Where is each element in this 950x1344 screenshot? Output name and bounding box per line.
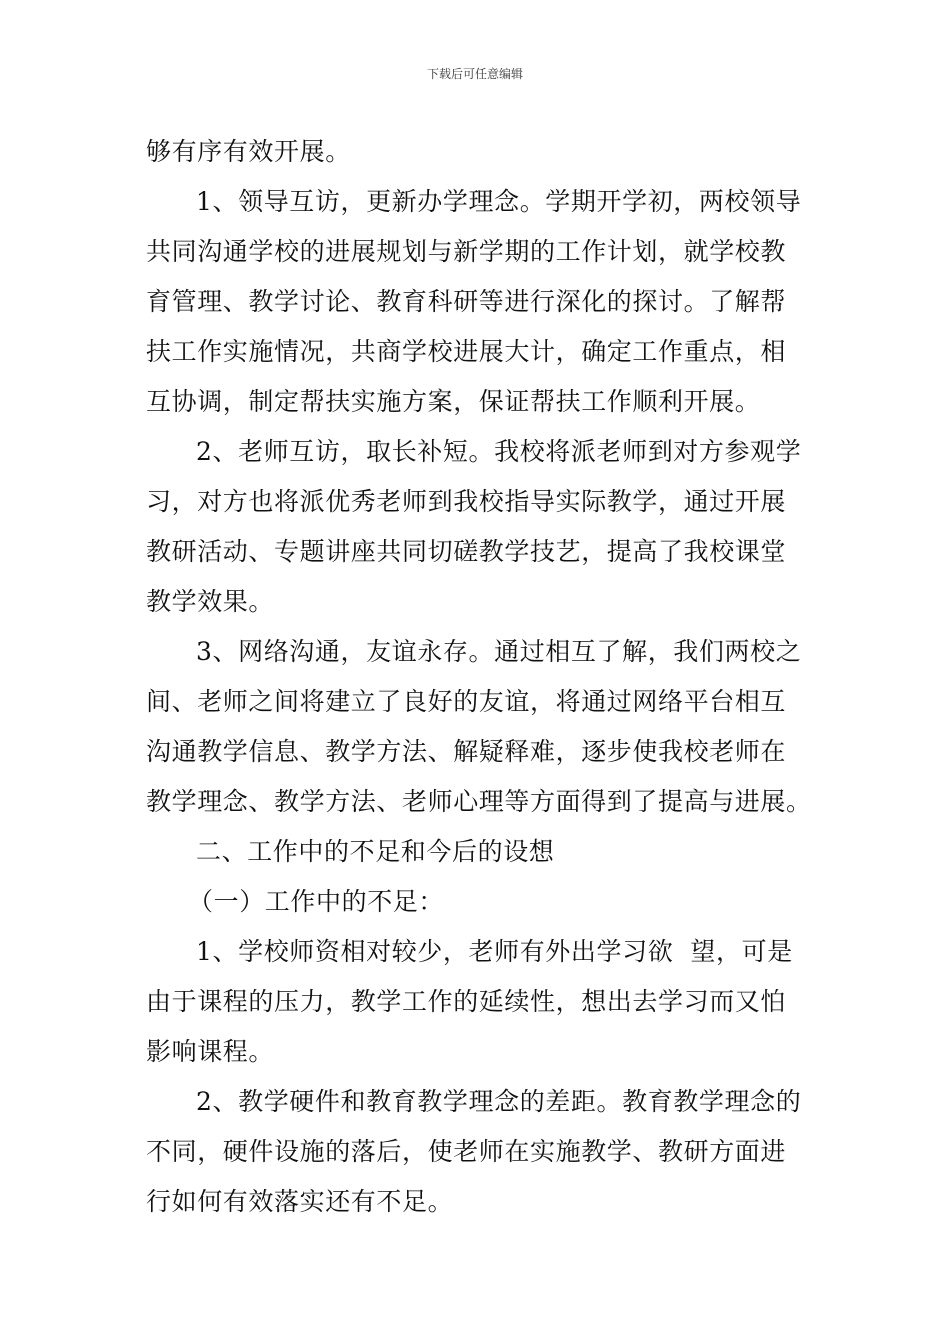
document-body: [146, 127, 810, 1227]
text-line: 教学理念、教学方法、老师心理等方面得到了提高与进展。: [146, 787, 812, 816]
text-line: 2、教学硬件和教育教学理念的差距。教育教学理念的: [196, 1087, 802, 1116]
text-line: 扶工作实施情况，共商学校进展大计，确定工作重点，相: [146, 337, 787, 366]
text-line: 影响课程。: [146, 1037, 275, 1066]
text-line: 不同，硬件设施的落后，使老师在实施教学、教研方面进: [146, 1137, 787, 1166]
text-line: 由于课程的压力，教学工作的延续性，想出去学习而又怕: [146, 987, 787, 1016]
text-line: 2、老师互访，取长补短。我校将派老师到对方参观学: [196, 437, 802, 466]
text-line: 沟通教学信息、教学方法、解疑释难，逐步使我校老师在: [146, 737, 787, 766]
text-line: 3、网络沟通，友谊永存。通过相互了解，我们两校之: [196, 637, 802, 666]
text-line: 教学效果。: [146, 587, 275, 616]
section-heading: 二、工作中的不足和今后的设想: [196, 837, 555, 866]
text-line: 互协调，制定帮扶实施方案，保证帮扶工作顺利开展。: [146, 387, 761, 416]
subsection-heading: （一）工作中的不足：: [188, 887, 445, 916]
text-line: 共同沟通学校的进展规划与新学期的工作计划，就学校教: [146, 237, 787, 266]
text-line: 1、学校师资相对较少，老师有外出学习欲 望，可是: [196, 937, 793, 966]
text-line: 行如何有效落实还有不足。: [146, 1187, 454, 1216]
text-line: 教研活动、专题讲座共同切磋教学技艺，提高了我校课堂: [146, 537, 787, 566]
text-line: 育管理、教学讨论、教育科研等进行深化的探讨。了解帮: [146, 287, 787, 316]
text-line: 够有序有效开展。: [146, 137, 351, 166]
page-header: 下载后可任意编辑: [426, 67, 523, 81]
text-line: 间、老师之间将建立了良好的友谊，将通过网络平台相互: [146, 687, 787, 716]
text-line: 习，对方也将派优秀老师到我校指导实际教学，通过开展: [146, 487, 787, 516]
text-line: 1、领导互访，更新办学理念。学期开学初，两校领导: [196, 187, 802, 216]
